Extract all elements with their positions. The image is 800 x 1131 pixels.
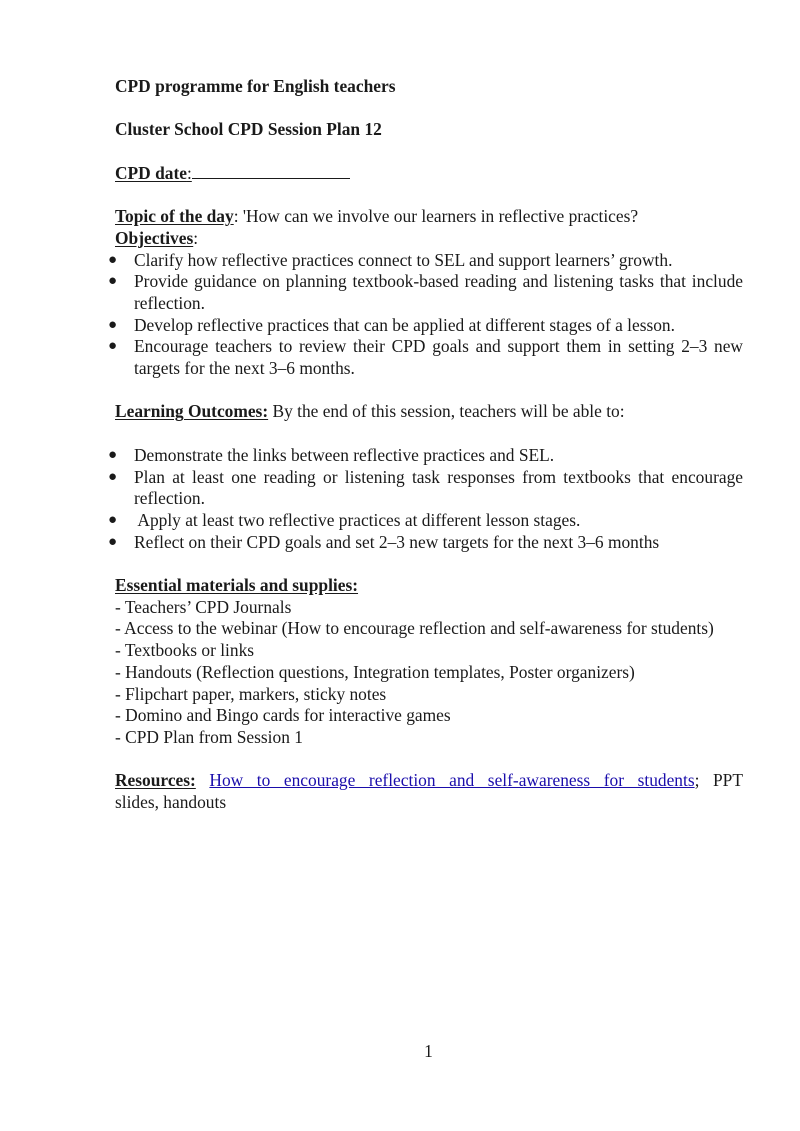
- cpd-date-label: CPD date: [115, 162, 187, 183]
- list-item: - Teachers’ CPD Journals: [115, 596, 292, 617]
- learning-outcomes-line: [115, 401, 743, 423]
- list-item: [108, 444, 743, 467]
- cpd-date-line: [115, 163, 743, 185]
- objective-text: Develop reflective practices that can be applied at different stages of a lesson.: [134, 314, 675, 335]
- learning-outcomes-intro: By the end of this session, teachers will be able to:: [268, 401, 625, 422]
- resources-separator: ;: [694, 770, 700, 791]
- document-page: [108, 76, 743, 814]
- bullet-icon: ●: [108, 338, 118, 355]
- resources-line: [115, 770, 743, 792]
- list-item: [108, 466, 743, 510]
- bullet-icon: ●: [108, 468, 118, 485]
- objectives-label: Objectives: [115, 227, 194, 248]
- outcome-text: Reflect on their CPD goals and set 2–3 new targets for the next 3–6 months: [134, 531, 660, 552]
- list-item: - Access to the webinar (How to encourage reflection and self-awareness for students): [115, 618, 714, 639]
- bullet-icon: ●: [108, 446, 118, 463]
- programme-title: CPD programme for English teachers: [115, 76, 396, 96]
- session-title: Cluster School CPD Session Plan 12: [115, 119, 382, 140]
- materials-list: [115, 597, 743, 749]
- objectives-colon: :: [193, 227, 199, 248]
- learning-outcomes-label: Learning Outcomes:: [115, 401, 269, 422]
- outcome-text: Demonstrate the links between reflective practices and SEL.: [134, 444, 555, 465]
- list-item: [108, 531, 743, 554]
- outcomes-list: [108, 444, 743, 554]
- cpd-date-colon: :: [186, 162, 192, 183]
- bullet-icon: ●: [108, 251, 118, 268]
- objectives-list: [108, 249, 743, 380]
- list-item: [108, 336, 743, 379]
- bullet-icon: ●: [108, 316, 118, 333]
- resources-link[interactable]: How to encourage reflection and self-awareness for students: [209, 770, 695, 791]
- outcome-text: Apply at least two reflective practices at different lesson stages.: [134, 509, 581, 530]
- objective-text: Encourage teachers to review their CPD goals and support them in setting 2–3 new targets for the next 3–6 months.: [134, 336, 743, 379]
- page-number: 1: [424, 1041, 433, 1061]
- objective-text: Clarify how reflective practices connect to SEL and support learners’ growth.: [134, 249, 673, 270]
- list-item: - Flipchart paper, markers, sticky notes: [115, 683, 387, 704]
- outcome-text: Plan at least one reading or listening task responses from textbooks that encourage reflection.: [134, 466, 743, 509]
- resources-ppt: PPT: [713, 770, 743, 791]
- objective-text: Provide guidance on planning textbook-based reading and listening tasks that include reflection.: [134, 271, 743, 313]
- bullet-icon: ●: [108, 273, 118, 290]
- list-item: - CPD Plan from Session 1: [115, 727, 303, 747]
- topic-text: 'How can we involve our learners in reflective practices?: [238, 206, 639, 227]
- list-item: [108, 509, 743, 532]
- list-item: [108, 271, 743, 314]
- topic-colon: :: [233, 206, 239, 227]
- list-item: [108, 249, 743, 272]
- objectives-heading: [115, 228, 743, 250]
- bullet-icon: ●: [108, 533, 118, 550]
- list-item: - Textbooks or links: [115, 640, 255, 661]
- bullet-icon: ●: [108, 511, 118, 528]
- resources-label: Resources:: [115, 770, 196, 791]
- list-item: - Domino and Bingo cards for interactive games: [115, 705, 451, 726]
- topic-label: Topic of the day: [115, 206, 234, 227]
- list-item: [108, 314, 743, 337]
- materials-heading: Essential materials and supplies:: [115, 575, 359, 596]
- resources-continuation: slides, handouts: [115, 792, 227, 813]
- cpd-date-blank: [192, 163, 350, 179]
- topic-line: [115, 206, 743, 228]
- list-item: - Handouts (Reflection questions, Integration templates, Poster organizers): [115, 661, 635, 682]
